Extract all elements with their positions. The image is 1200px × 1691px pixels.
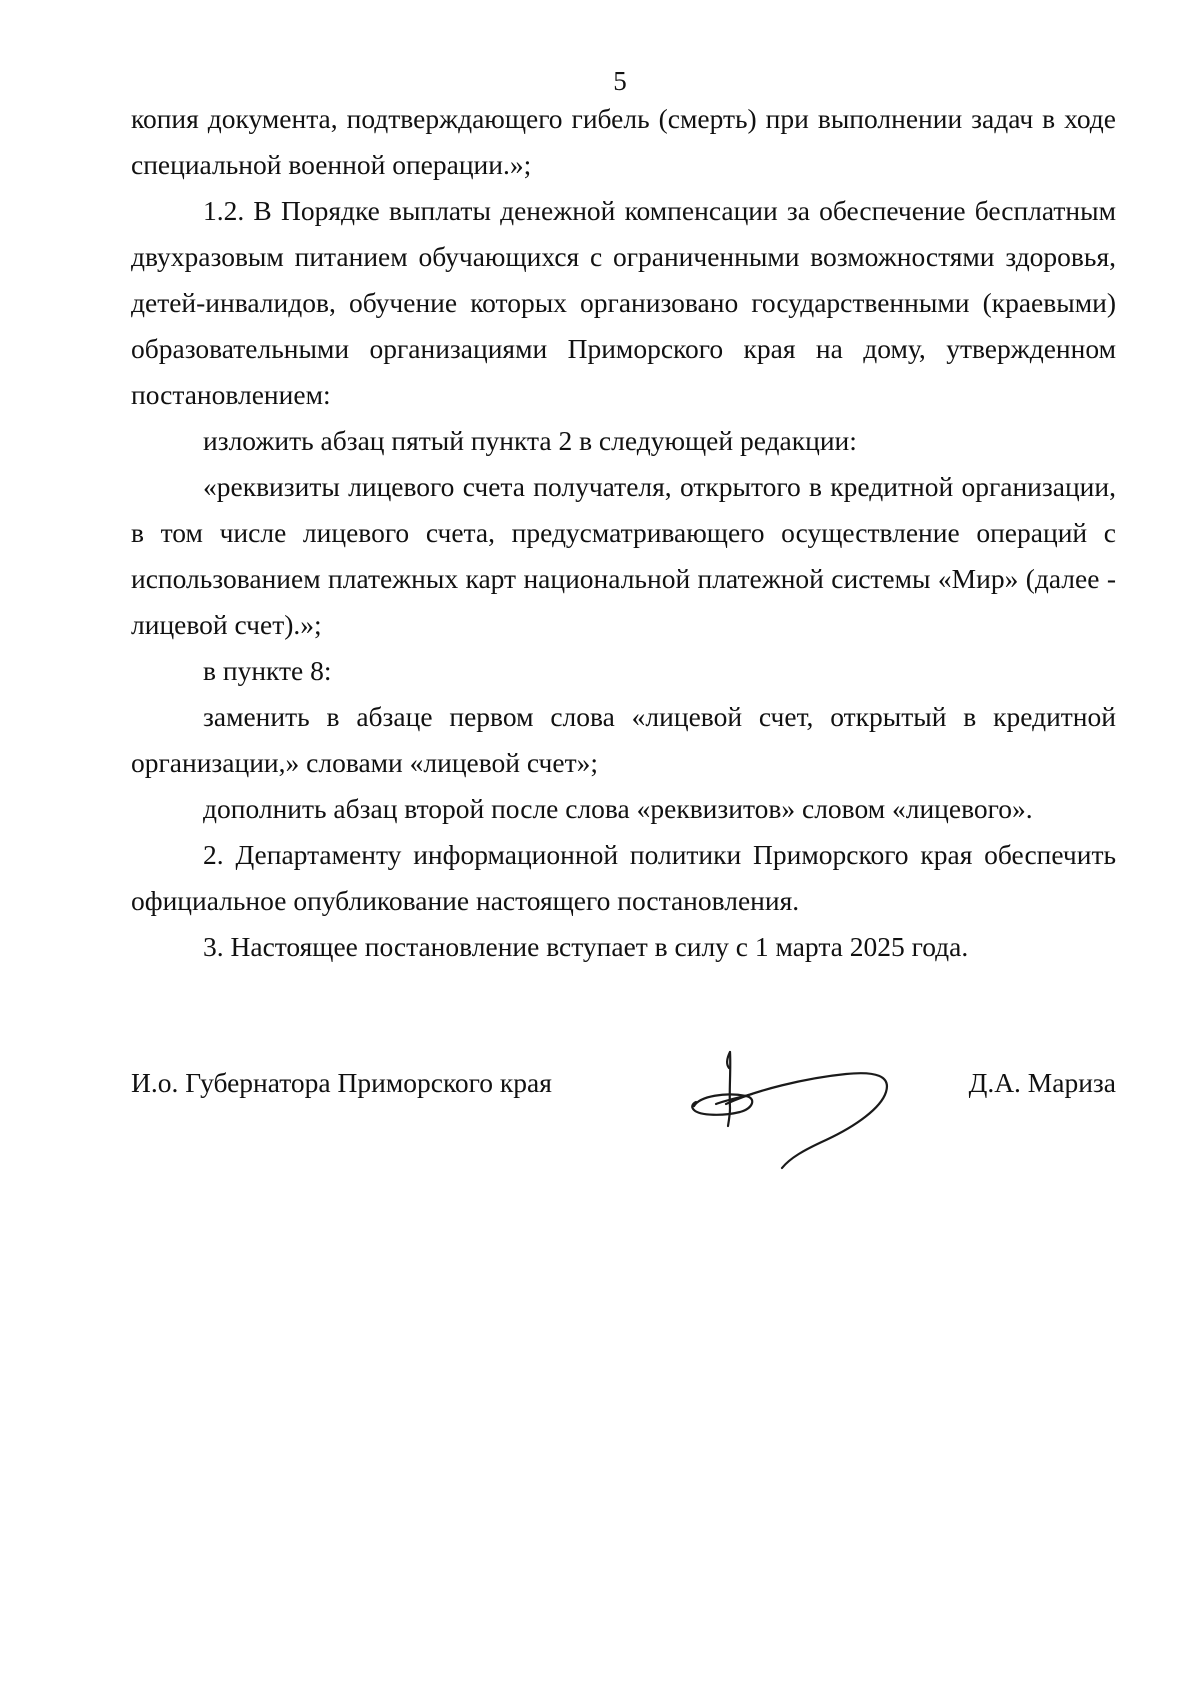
signature-block bbox=[131, 1060, 1116, 1200]
paragraph-point-8: в пункте 8: bbox=[203, 655, 332, 686]
paragraph-add-word: дополнить абзац второй после слова «реквизитов» словом «лицевого». bbox=[203, 793, 1033, 824]
handwritten-signature bbox=[686, 1030, 916, 1180]
paragraph-item-1-2: 1.2. В Порядке выплаты денежной компенсации за обеспечение бесплатным двухразовым питанием обучающихся с ограниченными возможностями здоровья, детей-инвалидов, обучение которых организовано государственными (краевыми) образовательными организациями Приморского края на дому, утвержденном постановлением: bbox=[131, 195, 1116, 410]
paragraph-replace-words: заменить в абзаце первом слова «лицевой счет, открытый в кредитной организации,» словами «лицевой счет»; bbox=[131, 701, 1116, 778]
document-body bbox=[131, 96, 1116, 970]
paragraph-new-wording: «реквизиты лицевого счета получателя, открытого в кредитной организации, в том числе лицевого счета, предусматривающего осуществление операций с использованием платежных карт национальной платежной системы «Мир» (далее - лицевой счет).»; bbox=[131, 471, 1116, 640]
paragraph-item-3: 3. Настоящее постановление вступает в силу с 1 марта 2025 года. bbox=[203, 931, 969, 962]
page-number: 5 bbox=[613, 66, 627, 96]
paragraph-item-2: 2. Департаменту информационной политики Приморского края обеспечить официальное опубликование настоящего постановления. bbox=[131, 839, 1116, 916]
signatory-position: И.о. Губернатора Приморского края bbox=[131, 1067, 552, 1098]
signatory-name: Д.А. Мариза bbox=[968, 1067, 1116, 1098]
paragraph-amend-point-2: изложить абзац пятый пункта 2 в следующей редакции: bbox=[203, 425, 857, 456]
paragraph-continuation: копия документа, подтверждающего гибель (смерть) при выполнении задач в ходе специальной военной операции.»; bbox=[131, 103, 1116, 180]
